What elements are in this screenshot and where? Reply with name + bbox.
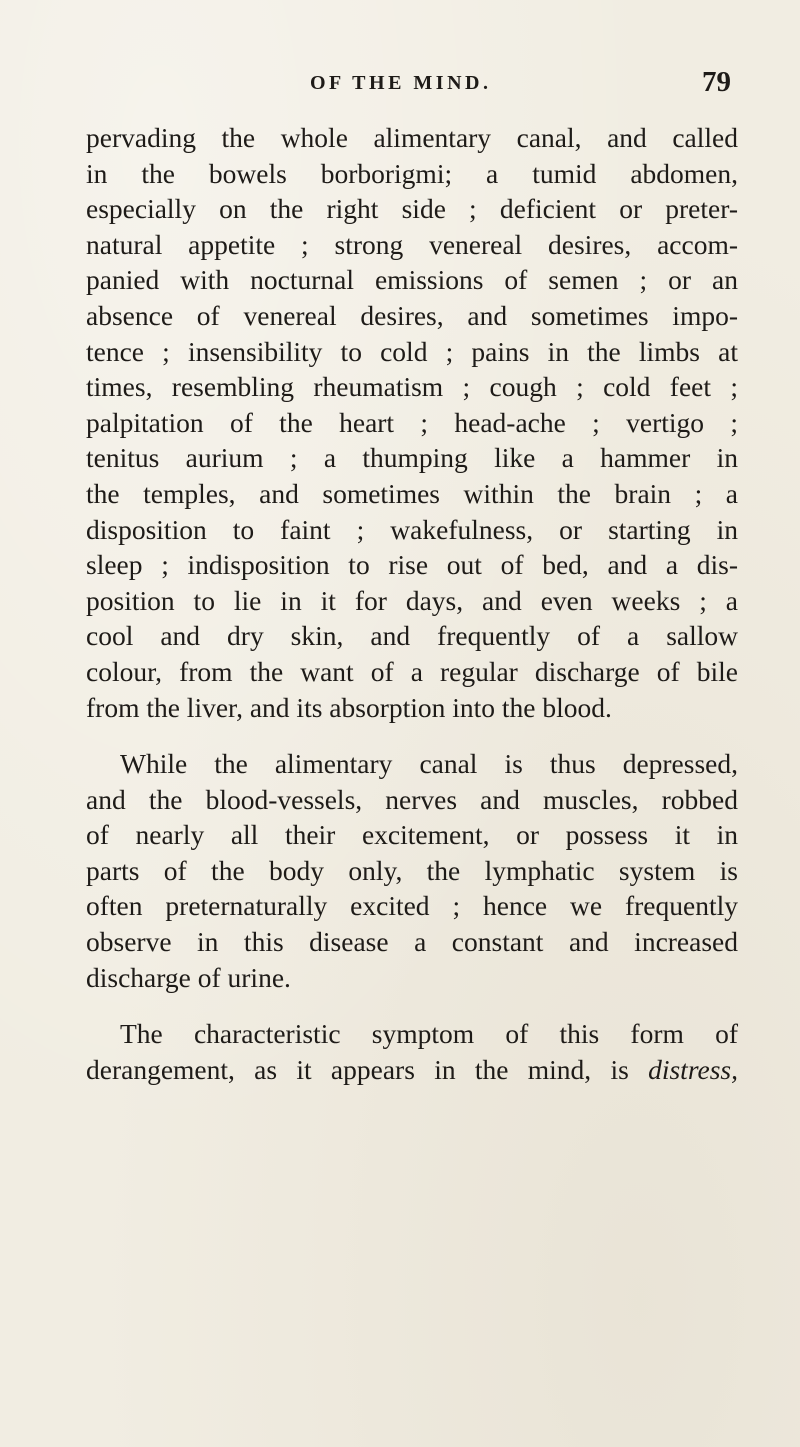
text-line: of nearly all their excitement, or possess it in — [86, 819, 738, 851]
text-line: especially on the right side ; deficient or preter- — [86, 193, 738, 225]
text-line: natural appetite ; strong venereal desires, accom- — [86, 228, 738, 260]
text-line: and the blood-vessels, nerves and muscles, robbed — [86, 783, 738, 815]
text-line-roman: derangement, as it appears in the mind, is — [86, 1053, 649, 1085]
running-title: OF THE MIND. — [310, 72, 492, 94]
running-head — [0, 66, 800, 106]
text-line: The characteristic symptom of this form of — [120, 1018, 738, 1050]
paragraph — [86, 120, 738, 725]
text-line: times, resembling rheumatism ; cough ; cold feet ; — [86, 371, 738, 403]
text-line: discharge of urine. — [86, 961, 291, 993]
text-line: colour, from the want of a regular discharge of bile — [86, 655, 738, 687]
italic-word: distress, — [648, 1053, 738, 1085]
text-line: the temples, and sometimes within the brain ; a — [86, 477, 738, 509]
text-line: While the alimentary canal is thus depressed, — [120, 748, 738, 780]
text-line: pervading the whole alimentary canal, and called — [86, 122, 738, 153]
body-text — [86, 120, 738, 1087]
text-line: parts of the body only, the lymphatic system is — [86, 854, 738, 886]
page-number: 79 — [702, 66, 731, 98]
text-line: panied with nocturnal emissions of semen ; or an — [86, 264, 738, 296]
text-line: often preternaturally excited ; hence we frequently — [86, 890, 738, 922]
text-line: in the bowels borborigmi; a tumid abdomen, — [86, 157, 738, 189]
text-line — [86, 1052, 738, 1088]
text-line: absence of venereal desires, and sometimes impo- — [86, 299, 738, 331]
text-line: from the liver, and its absorption into the blood. — [86, 691, 612, 723]
paragraph-gap — [86, 725, 738, 746]
text-line: sleep ; indisposition to rise out of bed, and a dis- — [86, 549, 738, 581]
text-line: position to lie in it for days, and even weeks ; a — [86, 584, 738, 616]
paragraph-gap — [86, 995, 738, 1016]
text-line: disposition to faint ; wakefulness, or starting in — [86, 513, 738, 545]
text-line: tenitus aurium ; a thumping like a hammer in — [86, 442, 738, 474]
text-line: cool and dry skin, and frequently of a sallow — [86, 620, 738, 652]
text-line: observe in this disease a constant and increased — [86, 926, 738, 958]
text-line: tence ; insensibility to cold ; pains in the limbs at — [86, 335, 738, 367]
paragraph — [86, 1016, 738, 1087]
paragraph — [86, 746, 738, 995]
text-line: palpitation of the heart ; head-ache ; vertigo ; — [86, 406, 738, 438]
